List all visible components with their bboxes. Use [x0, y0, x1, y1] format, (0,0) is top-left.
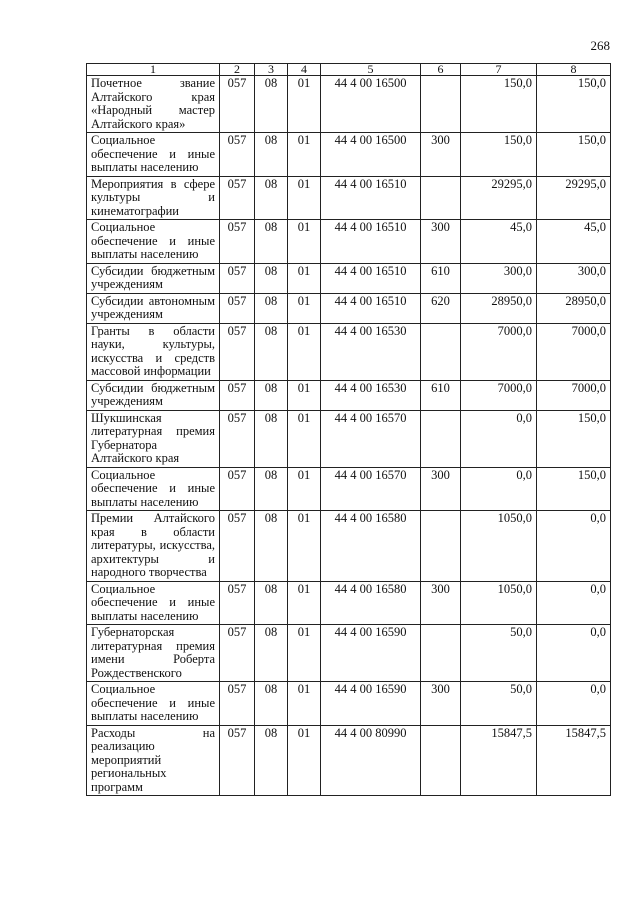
- section-code-cell: 08: [255, 410, 288, 467]
- amount-col7-cell: 15847,5: [461, 725, 537, 796]
- ministry-code-cell: 057: [220, 76, 255, 133]
- target-article-cell: 44 4 00 16590: [321, 625, 421, 682]
- page-number: 268: [590, 38, 610, 53]
- expense-type-cell: 300: [421, 581, 461, 625]
- expense-type-cell: 300: [421, 467, 461, 511]
- target-article-cell: 44 4 00 16570: [321, 467, 421, 511]
- section-code-cell: 08: [255, 263, 288, 293]
- subsection-code-cell: 01: [288, 263, 321, 293]
- expense-name-cell: Расходы на реализацию мероприятий региональных программ: [87, 725, 220, 796]
- expense-type-cell: [421, 323, 461, 380]
- subsection-code-cell: 01: [288, 725, 321, 796]
- target-article-cell: 44 4 00 16570: [321, 410, 421, 467]
- ministry-code-cell: 057: [220, 682, 255, 726]
- section-code-cell: 08: [255, 220, 288, 264]
- section-code-cell: 08: [255, 76, 288, 133]
- expense-name-cell: Премии Алтайского края в области литературы, искусства, архитектуры и народного творчества: [87, 511, 220, 582]
- amount-col7-cell: 150,0: [461, 76, 537, 133]
- subsection-code-cell: 01: [288, 323, 321, 380]
- column-header: 6: [421, 64, 461, 76]
- target-article-cell: 44 4 00 80990: [321, 725, 421, 796]
- column-header: 5: [321, 64, 421, 76]
- section-code-cell: 08: [255, 511, 288, 582]
- table-row: [87, 380, 611, 410]
- amount-col8-cell: 150,0: [537, 410, 611, 467]
- expense-name-cell: Социальное обеспечение и иные выплаты населению: [87, 682, 220, 726]
- ministry-code-cell: 057: [220, 220, 255, 264]
- target-article-cell: 44 4 00 16590: [321, 682, 421, 726]
- amount-col7-cell: 300,0: [461, 263, 537, 293]
- expense-type-cell: [421, 625, 461, 682]
- amount-col8-cell: 0,0: [537, 581, 611, 625]
- expense-name-cell: Социальное обеспечение и иные выплаты населению: [87, 220, 220, 264]
- amount-col7-cell: 50,0: [461, 682, 537, 726]
- amount-col7-cell: 7000,0: [461, 323, 537, 380]
- table-row: [87, 76, 611, 133]
- table-header-row: [87, 64, 611, 76]
- amount-col8-cell: 29295,0: [537, 176, 611, 220]
- table-row: [87, 625, 611, 682]
- table-row: [87, 581, 611, 625]
- expense-type-cell: 300: [421, 220, 461, 264]
- table-row: [87, 176, 611, 220]
- amount-col7-cell: 0,0: [461, 410, 537, 467]
- amount-col7-cell: 1050,0: [461, 581, 537, 625]
- table-row: [87, 323, 611, 380]
- amount-col8-cell: 28950,0: [537, 293, 611, 323]
- column-header: 7: [461, 64, 537, 76]
- subsection-code-cell: 01: [288, 682, 321, 726]
- expense-name-cell: Губернаторская литературная премия имени Роберта Рождественского: [87, 625, 220, 682]
- table-row: [87, 263, 611, 293]
- amount-col8-cell: 150,0: [537, 133, 611, 177]
- subsection-code-cell: 01: [288, 293, 321, 323]
- expense-name-cell: Субсидии бюджетным учреждениям: [87, 380, 220, 410]
- expense-type-cell: [421, 76, 461, 133]
- subsection-code-cell: 01: [288, 176, 321, 220]
- ministry-code-cell: 057: [220, 410, 255, 467]
- section-code-cell: 08: [255, 133, 288, 177]
- amount-col7-cell: 45,0: [461, 220, 537, 264]
- column-header: 1: [87, 64, 220, 76]
- target-article-cell: 44 4 00 16580: [321, 581, 421, 625]
- ministry-code-cell: 057: [220, 176, 255, 220]
- subsection-code-cell: 01: [288, 625, 321, 682]
- table-row: [87, 133, 611, 177]
- amount-col8-cell: 150,0: [537, 467, 611, 511]
- expense-name-cell: Социальное обеспечение и иные выплаты населению: [87, 581, 220, 625]
- amount-col8-cell: 150,0: [537, 76, 611, 133]
- expense-type-cell: 620: [421, 293, 461, 323]
- table-row: [87, 467, 611, 511]
- table-row: [87, 293, 611, 323]
- section-code-cell: 08: [255, 581, 288, 625]
- target-article-cell: 44 4 00 16510: [321, 263, 421, 293]
- table-row: [87, 220, 611, 264]
- expense-type-cell: 300: [421, 133, 461, 177]
- expense-name-cell: Социальное обеспечение и иные выплаты населению: [87, 467, 220, 511]
- target-article-cell: 44 4 00 16510: [321, 293, 421, 323]
- expense-name-cell: Социальное обеспечение и иные выплаты населению: [87, 133, 220, 177]
- expense-type-cell: 300: [421, 682, 461, 726]
- ministry-code-cell: 057: [220, 581, 255, 625]
- amount-col8-cell: 7000,0: [537, 380, 611, 410]
- amount-col7-cell: 0,0: [461, 467, 537, 511]
- ministry-code-cell: 057: [220, 323, 255, 380]
- amount-col8-cell: 0,0: [537, 511, 611, 582]
- amount-col7-cell: 29295,0: [461, 176, 537, 220]
- amount-col7-cell: 1050,0: [461, 511, 537, 582]
- section-code-cell: 08: [255, 682, 288, 726]
- column-header: 8: [537, 64, 611, 76]
- section-code-cell: 08: [255, 725, 288, 796]
- ministry-code-cell: 057: [220, 293, 255, 323]
- ministry-code-cell: 057: [220, 725, 255, 796]
- expense-type-cell: [421, 410, 461, 467]
- expense-name-cell: Шукшинская литературная премия Губернатора Алтайского края: [87, 410, 220, 467]
- amount-col7-cell: 50,0: [461, 625, 537, 682]
- target-article-cell: 44 4 00 16510: [321, 220, 421, 264]
- section-code-cell: 08: [255, 467, 288, 511]
- expense-type-cell: 610: [421, 380, 461, 410]
- expense-type-cell: 610: [421, 263, 461, 293]
- amount-col8-cell: 15847,5: [537, 725, 611, 796]
- section-code-cell: 08: [255, 176, 288, 220]
- subsection-code-cell: 01: [288, 76, 321, 133]
- target-article-cell: 44 4 00 16500: [321, 133, 421, 177]
- table-row: [87, 682, 611, 726]
- ministry-code-cell: 057: [220, 263, 255, 293]
- amount-col8-cell: 300,0: [537, 263, 611, 293]
- ministry-code-cell: 057: [220, 380, 255, 410]
- amount-col8-cell: 0,0: [537, 682, 611, 726]
- amount-col7-cell: 28950,0: [461, 293, 537, 323]
- target-article-cell: 44 4 00 16510: [321, 176, 421, 220]
- amount-col8-cell: 45,0: [537, 220, 611, 264]
- amount-col7-cell: 7000,0: [461, 380, 537, 410]
- subsection-code-cell: 01: [288, 410, 321, 467]
- table-row: [87, 511, 611, 582]
- subsection-code-cell: 01: [288, 467, 321, 511]
- amount-col8-cell: 7000,0: [537, 323, 611, 380]
- expense-type-cell: [421, 176, 461, 220]
- section-code-cell: 08: [255, 380, 288, 410]
- table-row: [87, 725, 611, 796]
- ministry-code-cell: 057: [220, 467, 255, 511]
- column-header: 2: [220, 64, 255, 76]
- subsection-code-cell: 01: [288, 380, 321, 410]
- subsection-code-cell: 01: [288, 581, 321, 625]
- table-row: [87, 410, 611, 467]
- amount-col7-cell: 150,0: [461, 133, 537, 177]
- expense-name-cell: Почетное звание Алтайского края «Народный мастер Алтайского края»: [87, 76, 220, 133]
- section-code-cell: 08: [255, 323, 288, 380]
- section-code-cell: 08: [255, 625, 288, 682]
- subsection-code-cell: 01: [288, 220, 321, 264]
- subsection-code-cell: 01: [288, 511, 321, 582]
- ministry-code-cell: 057: [220, 625, 255, 682]
- expense-name-cell: Субсидии бюджетным учреждениям: [87, 263, 220, 293]
- section-code-cell: 08: [255, 293, 288, 323]
- expense-type-cell: [421, 725, 461, 796]
- target-article-cell: 44 4 00 16530: [321, 380, 421, 410]
- expense-name-cell: Гранты в области науки, культуры, искусства и средств массовой информации: [87, 323, 220, 380]
- budget-table: [86, 63, 611, 796]
- target-article-cell: 44 4 00 16580: [321, 511, 421, 582]
- target-article-cell: 44 4 00 16530: [321, 323, 421, 380]
- expense-name-cell: Субсидии автономным учреждениям: [87, 293, 220, 323]
- column-header: 4: [288, 64, 321, 76]
- ministry-code-cell: 057: [220, 511, 255, 582]
- expense-name-cell: Мероприятия в сфере культуры и кинематографии: [87, 176, 220, 220]
- expense-type-cell: [421, 511, 461, 582]
- amount-col8-cell: 0,0: [537, 625, 611, 682]
- table-body: [87, 76, 611, 796]
- column-header: 3: [255, 64, 288, 76]
- subsection-code-cell: 01: [288, 133, 321, 177]
- ministry-code-cell: 057: [220, 133, 255, 177]
- target-article-cell: 44 4 00 16500: [321, 76, 421, 133]
